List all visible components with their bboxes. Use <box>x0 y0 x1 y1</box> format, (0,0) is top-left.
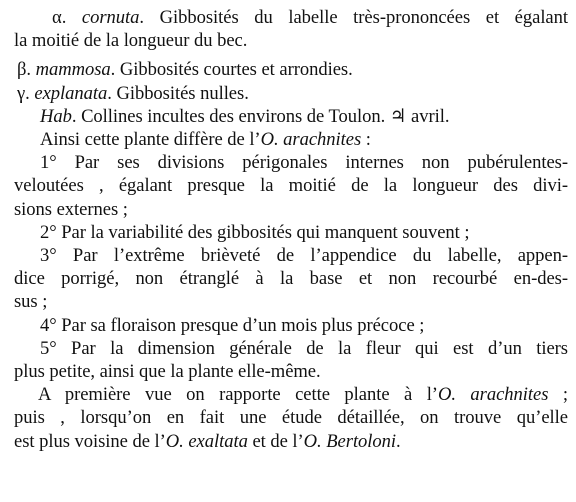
italic-term: explanata <box>34 82 108 104</box>
italic-term: O. Bertoloni <box>303 430 397 452</box>
variety-gamma-line <box>14 82 568 105</box>
italic-term: O. exaltata <box>165 430 248 452</box>
text-span: et de l’ <box>247 430 304 452</box>
point-1-end <box>14 198 568 221</box>
text-span: α. <box>52 7 82 28</box>
text-span: . Gibbosités courtes et arrondies. <box>110 59 353 81</box>
point-3-line <box>14 244 568 267</box>
conclusion-end <box>14 430 568 453</box>
text-span: sions externes ; <box>14 198 128 220</box>
text-span: dice porrigé, non étranglé à la base et non recourbé en-des- <box>14 268 568 290</box>
text-span: puis , lorsqu’on en fait une étude détaillée, on trouve qu’elle <box>14 407 568 429</box>
point-3-continuation <box>14 267 568 290</box>
text-span: . Gibbosités du labelle très-prononcées et égalant <box>139 7 568 28</box>
italic-term: cornuta <box>81 7 140 28</box>
text-span: β. <box>17 59 36 81</box>
text-span: γ. <box>17 82 35 104</box>
italic-term: O. arachnites <box>260 129 362 151</box>
italic-term: O. arachnites <box>437 384 549 406</box>
text-span: ; <box>548 384 568 406</box>
text-span: 2° Par la variabilité des gibbosités qui manquent souvent ; <box>40 221 470 243</box>
text-span: . Collines incultes des environs de Toulon. ♃ avril. <box>71 105 450 127</box>
point-3-end <box>14 290 568 313</box>
text-span: : <box>361 129 371 151</box>
text-span: plus petite, ainsi que la plante elle-même. <box>14 361 321 383</box>
text-span: 1° Par ses divisions périgonales internes non pubérulentes- <box>40 152 568 174</box>
text-span: . Gibbosités nulles. <box>107 82 249 104</box>
italic-term: Hab <box>40 105 72 127</box>
text-span: 3° Par l’extrême brièveté de l’appendice du labelle, appen- <box>40 245 568 267</box>
point-2-line <box>14 221 568 244</box>
text-span: veloutées , égalant presque la moitié de la longueur des divi- <box>14 175 568 197</box>
text-span: est plus voisine de l’ <box>14 430 166 452</box>
text-span: 5° Par la dimension générale de la fleur qui est d’un tiers <box>40 337 568 359</box>
variety-beta-line <box>14 58 568 81</box>
point-5-end <box>14 360 568 383</box>
text-span: sus ; <box>14 291 48 313</box>
italic-term: mammosa <box>35 59 111 81</box>
point-4-line <box>14 314 568 337</box>
text-span: Ainsi cette plante diffère de l’ <box>40 129 261 151</box>
point-1-line <box>14 151 568 174</box>
text-span: . <box>396 430 401 452</box>
text-span: 4° Par sa floraison presque d’un mois plus précoce ; <box>40 314 425 336</box>
point-5-line <box>14 337 568 360</box>
conclusion-continuation <box>14 406 568 429</box>
conclusion-line <box>14 383 568 406</box>
text-span: la moitié de la longueur du bec. <box>14 30 248 52</box>
variety-alpha-line <box>14 6 568 29</box>
text-span: A première vue on rapporte cette plante à l’ <box>38 384 438 406</box>
point-1-continuation <box>14 174 568 197</box>
variety-alpha-continuation <box>14 29 568 52</box>
habitat-line <box>14 105 568 128</box>
comparison-intro-line <box>14 128 568 151</box>
